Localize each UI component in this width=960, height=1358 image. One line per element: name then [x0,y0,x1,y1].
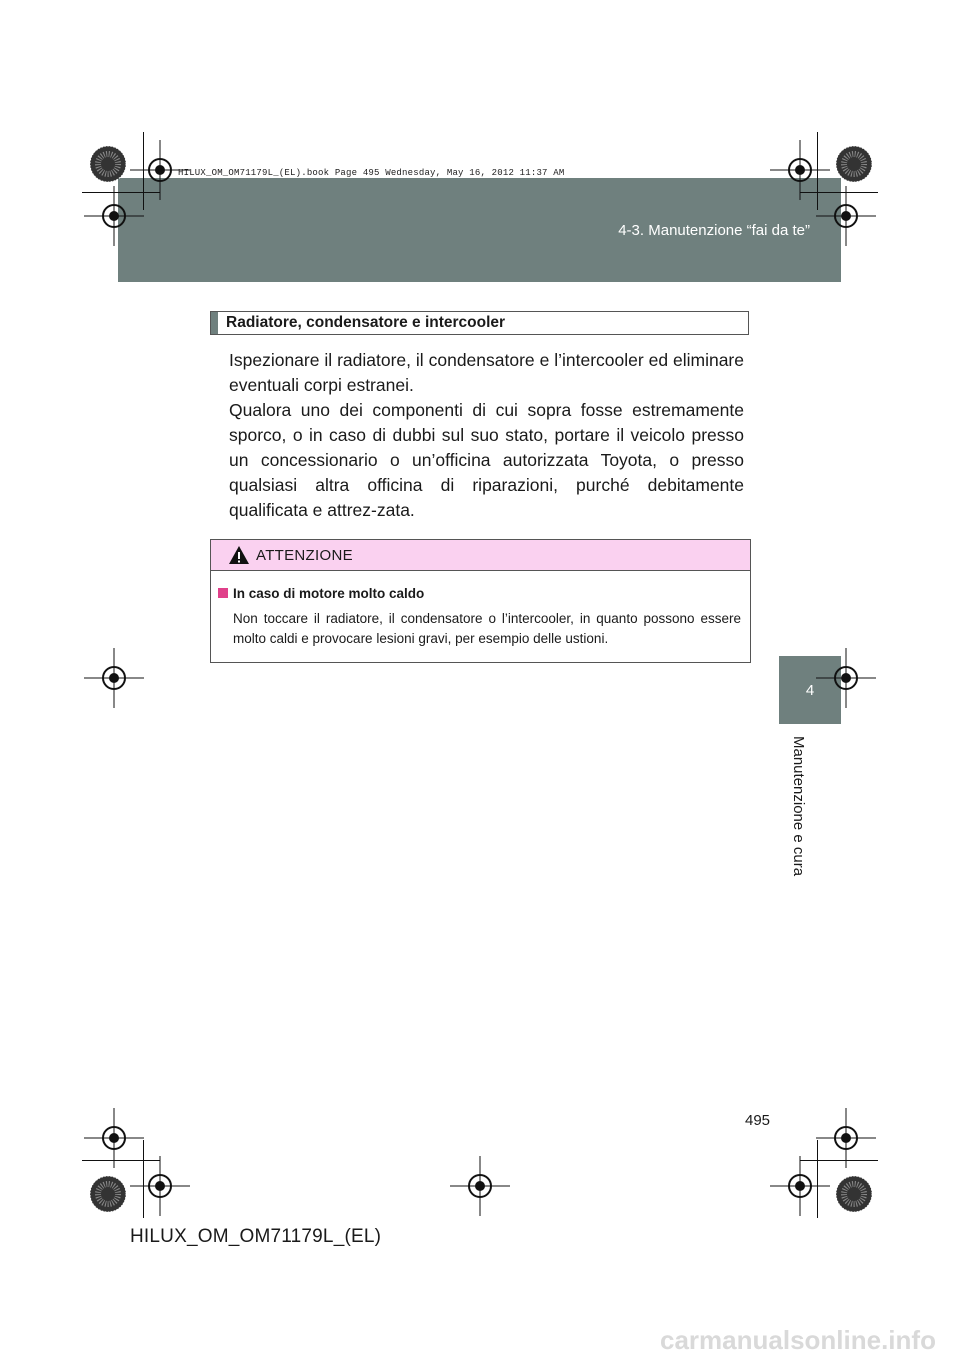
warning-subtitle-text: In caso di motore molto caldo [233,586,425,601]
registration-mark-icon [770,1156,830,1216]
starburst-register-icon [88,144,128,184]
warning-triangle-icon [228,545,250,565]
warning-header [211,540,750,571]
paragraph-1: Ispezionare il radiatore, il condensatore e l’intercooler ed eliminare eventuali corpi estranei. [229,350,744,395]
section-heading-bar [211,312,218,334]
watermark: carmanualsonline.info [660,1325,936,1355]
footer-code: HILUX_OM_OM71179L_(EL) [130,1226,382,1247]
warning-subtitle [218,586,424,601]
warning-text: Non toccare il radiatore, il condensatore o l’intercooler, in quanto possono essere molto caldi e provocare lesioni gravi, per esempio delle ustioni. [233,611,741,646]
registration-mark-icon [130,1156,190,1216]
starburst-register-icon [834,1174,874,1214]
starburst-register-icon [88,1174,128,1214]
book-file-info: HILUX_OM_OM71179L_(EL).book Page 495 Wednesday, May 16, 2012 11:37 AM [178,168,565,178]
warning-title: ATTENZIONE [256,547,353,564]
header-section-title: 4-3. Manutenzione “fai da te” [618,222,810,239]
registration-mark-icon [450,1156,510,1216]
page-number: 495 [745,1112,771,1129]
section-heading [210,311,749,335]
paragraph-2: Qualora uno dei componenti di cui sopra fosse estremamente sporco, o in caso di dubbi sul suo stato, portare il veicolo presso un concessionario o un’officina autorizzata Toyota, o presso qualsiasi altra officina di riparazioni, purché debitamente qualificata e attrez-zata. [229,400,744,520]
warning-box [210,539,751,663]
chapter-number: 4 [805,682,815,699]
square-bullet-icon [218,588,228,598]
registration-mark-icon [816,186,876,246]
chapter-title: Manutenzione e cura [790,736,807,877]
registration-mark-icon [84,648,144,708]
starburst-register-icon [834,144,874,184]
body-text [229,348,744,523]
section-heading-text: Radiatore, condensatore e intercooler [226,314,506,331]
registration-mark-icon [84,186,144,246]
registration-mark-icon [816,648,876,708]
